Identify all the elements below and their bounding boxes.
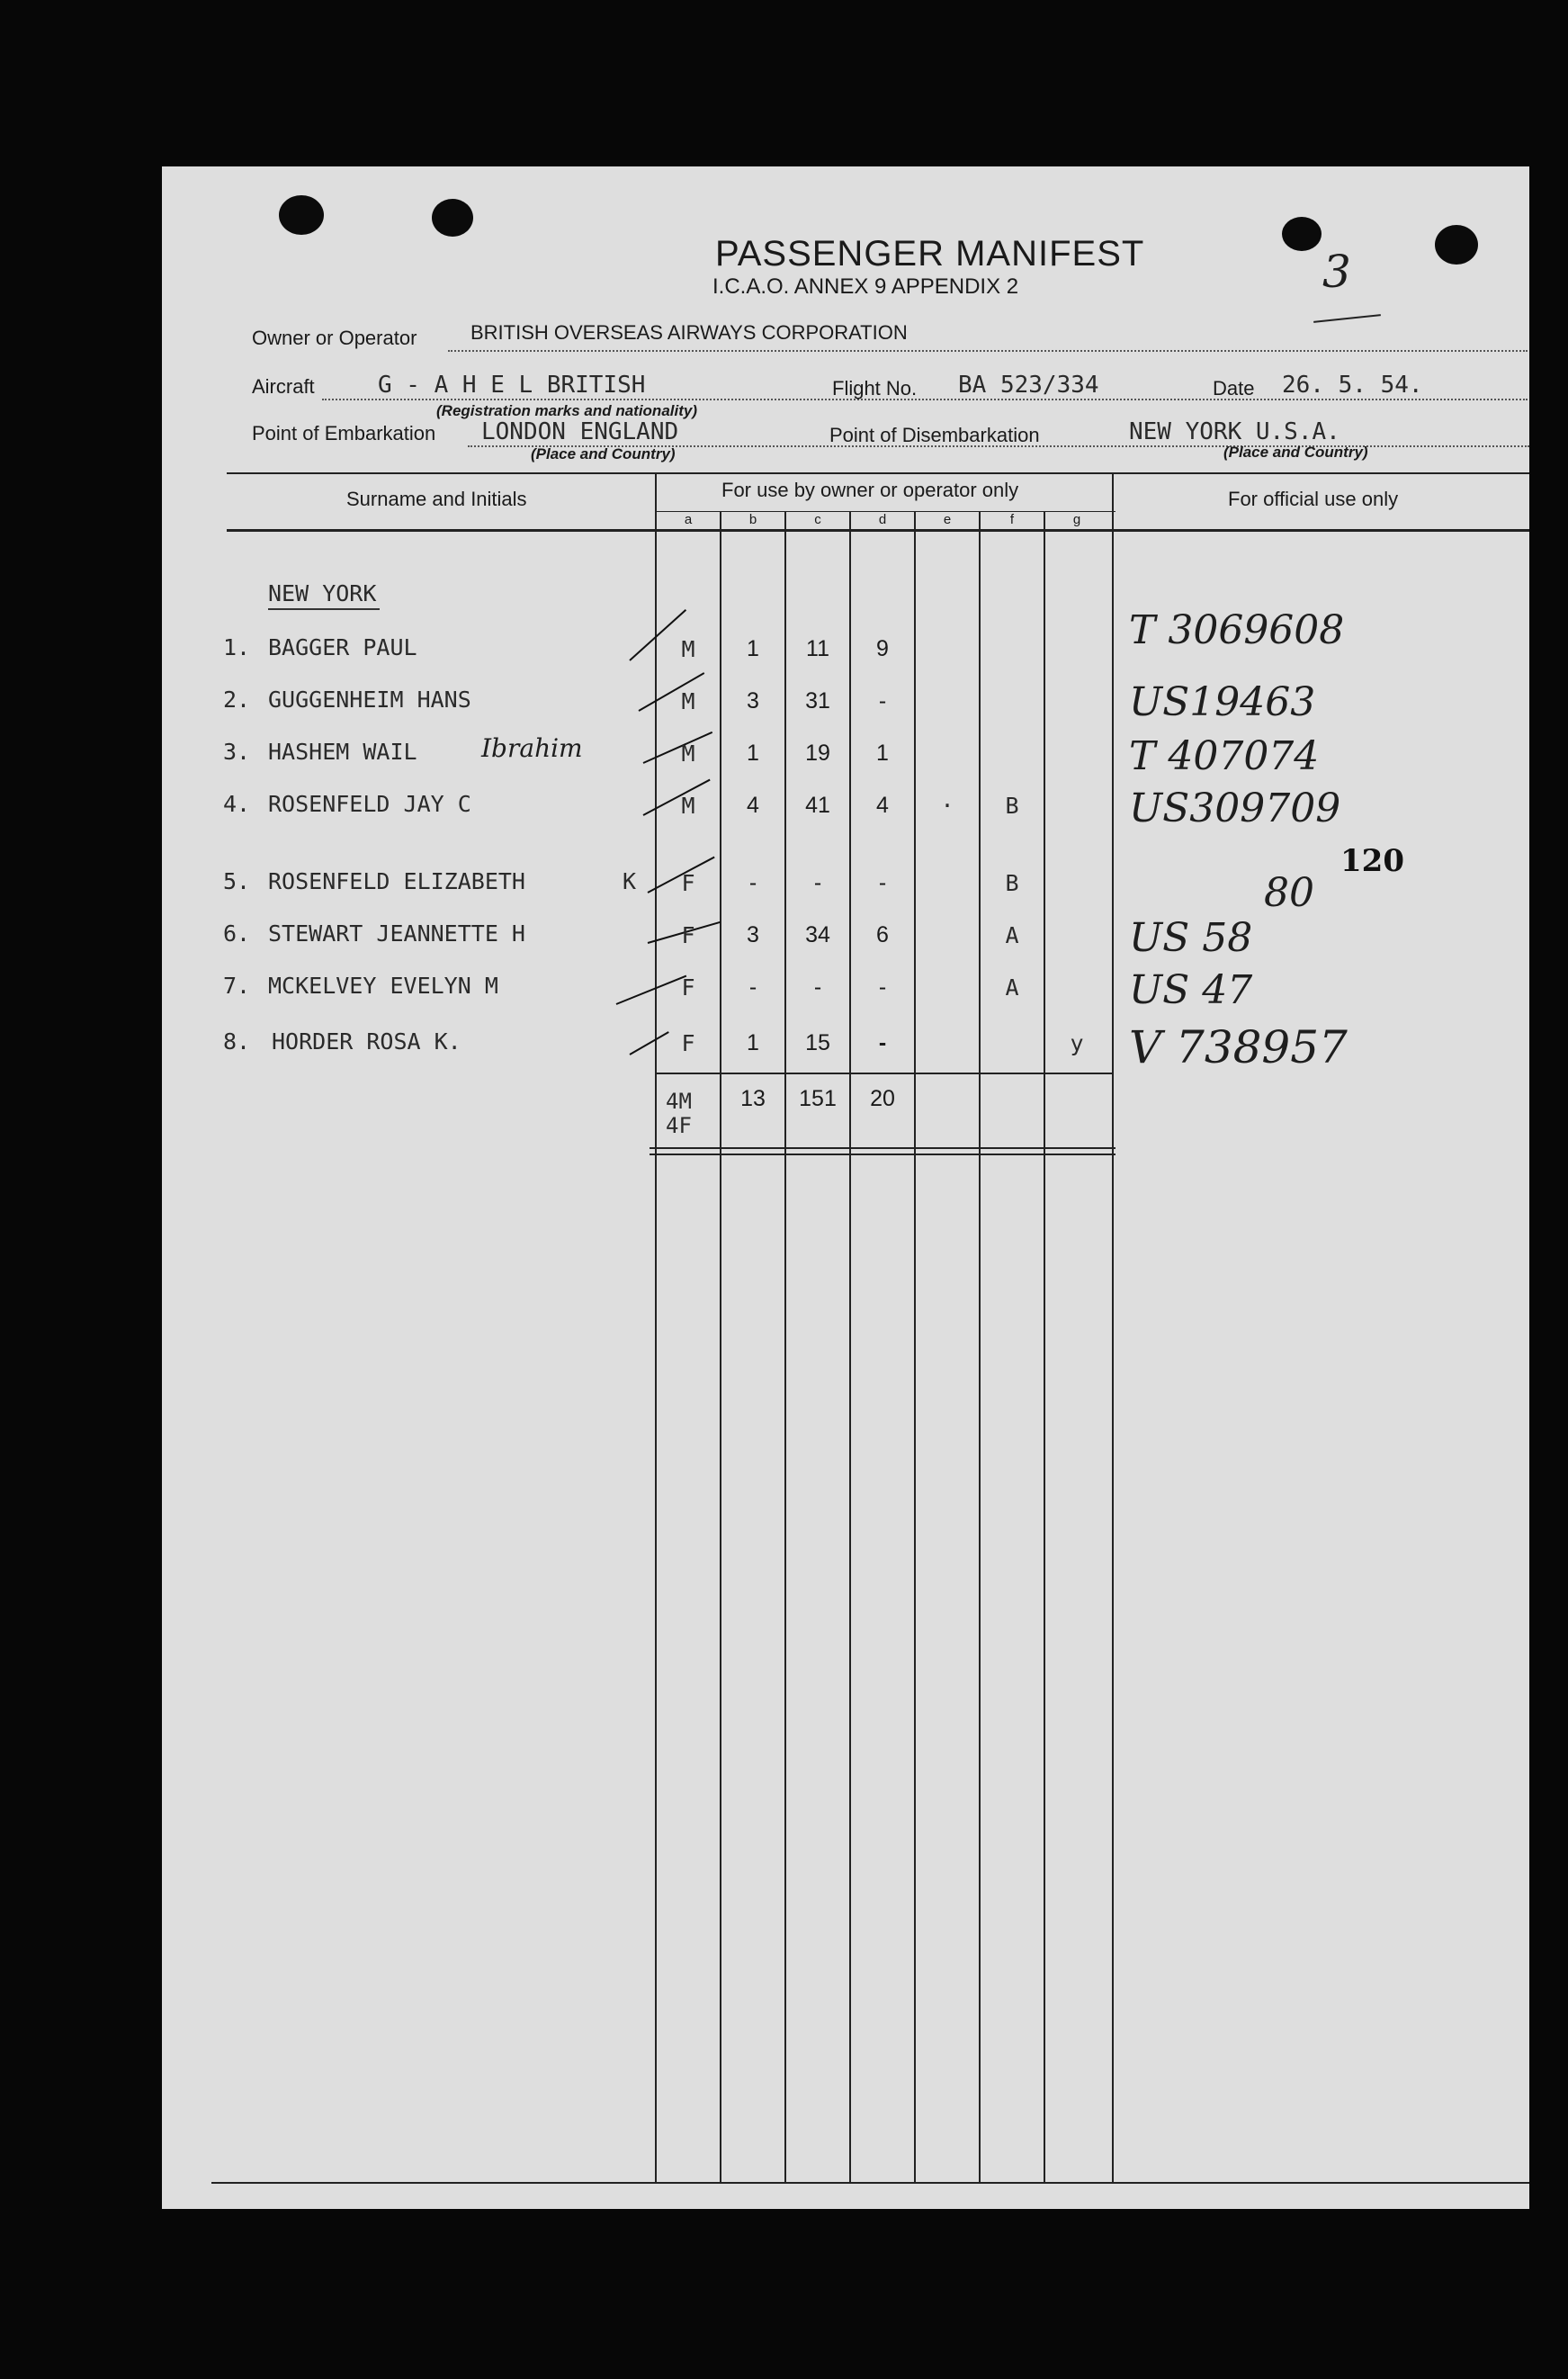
cell-b: 3: [747, 688, 759, 714]
passenger-number: 7.: [223, 973, 251, 999]
passenger-name: HASHEM WAIL: [268, 739, 417, 765]
page-title: PASSENGER MANIFEST: [715, 234, 1145, 274]
subcol-e: e: [943, 512, 952, 527]
cell-d: 6: [876, 922, 889, 947]
totals-double-rule-1: [650, 1147, 1116, 1149]
cell-d: -: [878, 870, 887, 895]
passenger-name: MCKELVEY EVELYN M: [268, 973, 498, 999]
passenger-note: Ibrahim: [481, 733, 583, 763]
col-official-header: For official use only: [1228, 488, 1399, 510]
punch-hole-right-2: [1435, 225, 1478, 265]
passenger-number: 1.: [223, 634, 251, 660]
passenger-name: ROSENFELD ELIZABETH: [268, 868, 525, 894]
cell-c: 31: [805, 688, 830, 714]
cell-a: M: [681, 741, 695, 767]
cell-a: M: [681, 688, 695, 714]
cell-a: M: [681, 793, 695, 819]
cell-b: 1: [747, 636, 759, 661]
official-number: US 58: [1129, 915, 1253, 961]
cell-a: M: [681, 636, 695, 662]
cell-c: -: [813, 870, 822, 895]
owner-dotline: [448, 350, 1528, 352]
col-line-f-left: [979, 511, 981, 2182]
embark-value: LONDON ENGLAND: [481, 418, 679, 445]
cell-f: B: [1005, 793, 1019, 819]
official-number: US19463: [1129, 679, 1316, 725]
disembark-label: Point of Disembarkation: [829, 424, 1040, 446]
totals-double-rule-2: [650, 1154, 1116, 1155]
subcol-g: g: [1072, 512, 1081, 527]
sheet-number: 3: [1322, 246, 1351, 298]
official-number: US309709: [1129, 786, 1341, 831]
aircraft-dotline: [322, 399, 1528, 400]
cell-d: -: [878, 974, 887, 1000]
col-line-g-right: [1112, 472, 1114, 2182]
cell-a: F: [681, 974, 695, 1001]
total-b: 13: [740, 1086, 766, 1111]
punch-hole-right-1: [1282, 217, 1322, 251]
cell-b: -: [748, 870, 757, 895]
sheet-number-underline: [1313, 314, 1381, 323]
cell-d: -: [878, 1030, 887, 1055]
passenger-name: GUGGENHEIM HANS: [268, 687, 471, 713]
owner-label: Owner or Operator: [252, 327, 417, 349]
total-c: 151: [799, 1086, 837, 1111]
cell-b: 1: [747, 741, 759, 766]
cell-a: F: [681, 922, 695, 948]
passenger-mark: K: [623, 868, 637, 894]
cell-e: ·: [940, 793, 954, 819]
official-number: US 47: [1129, 967, 1253, 1013]
total-d: 20: [870, 1086, 895, 1111]
cell-b: 3: [747, 922, 759, 947]
cell-f: B: [1005, 870, 1019, 896]
cell-c: 11: [806, 636, 829, 661]
total-a-female: 4F: [666, 1113, 692, 1138]
cell-d: -: [878, 688, 887, 714]
aircraft-note: (Registration marks and nationality): [436, 402, 697, 419]
date-label: Date: [1213, 377, 1255, 399]
cell-b: -: [748, 974, 757, 1000]
cell-c: 15: [805, 1030, 830, 1055]
cell-b: 1: [747, 1030, 759, 1055]
passenger-name: BAGGER PAUL: [268, 634, 417, 660]
cell-c: 19: [805, 741, 830, 766]
cell-a: F: [681, 870, 695, 896]
page-subtitle: I.C.A.O. ANNEX 9 APPENDIX 2: [712, 274, 1019, 299]
cell-d: 4: [876, 793, 889, 818]
manifest-sheet: [162, 166, 1529, 2209]
passenger-number: 8.: [223, 1028, 251, 1055]
cell-c: -: [813, 974, 822, 1000]
table-top-rule: [227, 472, 1529, 474]
cell-c: 41: [805, 793, 830, 818]
passenger-name: HORDER ROSA K.: [272, 1028, 461, 1055]
stamp-number: 120: [1340, 843, 1404, 879]
punch-hole-left-1: [279, 195, 324, 235]
cell-g: y: [1070, 1030, 1084, 1056]
col-owner-header: For use by owner or operator only: [721, 479, 1019, 501]
subcol-d: d: [878, 512, 887, 527]
embark-label: Point of Embarkation: [252, 422, 436, 444]
cell-b: 4: [747, 793, 759, 818]
col-line-g-left: [1044, 511, 1045, 2182]
passenger-number: 3.: [223, 739, 251, 765]
official-number: 80: [1264, 870, 1314, 916]
subcol-f: f: [1009, 512, 1015, 527]
date-value: 26. 5. 54.: [1282, 372, 1423, 399]
table-header-rule: [227, 529, 1529, 532]
cell-f: A: [1005, 974, 1019, 1001]
cell-d: 9: [876, 636, 889, 661]
passenger-number: 6.: [223, 920, 251, 947]
col-line-e-left: [914, 511, 916, 2182]
cell-f: A: [1005, 922, 1019, 948]
passenger-number: 2.: [223, 687, 251, 713]
cell-d: 1: [876, 741, 889, 766]
subcol-c: c: [814, 512, 821, 527]
subcol-b: b: [748, 512, 757, 527]
owner-value: BRITISH OVERSEAS AIRWAYS CORPORATION: [470, 321, 908, 344]
col-line-a-left: [655, 472, 657, 2182]
totals-top-rule: [655, 1073, 1114, 1074]
passenger-number: 5.: [223, 868, 251, 894]
flight-value: BA 523/334: [958, 372, 1099, 399]
aircraft-label: Aircraft: [252, 375, 315, 398]
official-number: V 738957: [1129, 1021, 1348, 1073]
passenger-number: 4.: [223, 791, 251, 817]
punch-hole-left-2: [432, 199, 473, 237]
section-heading: NEW YORK: [268, 580, 380, 610]
embark-note: (Place and Country): [531, 445, 676, 462]
official-number: T 3069608: [1129, 607, 1345, 653]
cell-a: F: [681, 1030, 695, 1056]
col-surname-header: Surname and Initials: [346, 488, 527, 510]
table-bottom-rule: [211, 2182, 1529, 2184]
aircraft-value: G - A H E L BRITISH: [378, 372, 646, 399]
disembark-note: (Place and Country): [1223, 444, 1368, 461]
cell-c: 34: [805, 922, 830, 947]
flight-label: Flight No.: [832, 377, 918, 399]
passenger-name: STEWART JEANNETTE H: [268, 920, 525, 947]
subcol-a: a: [684, 512, 693, 527]
passenger-name: ROSENFELD JAY C: [268, 791, 471, 817]
official-number: T 407074: [1129, 733, 1320, 779]
disembark-value: NEW YORK U.S.A.: [1129, 418, 1340, 445]
total-a-male: 4M: [666, 1089, 692, 1114]
